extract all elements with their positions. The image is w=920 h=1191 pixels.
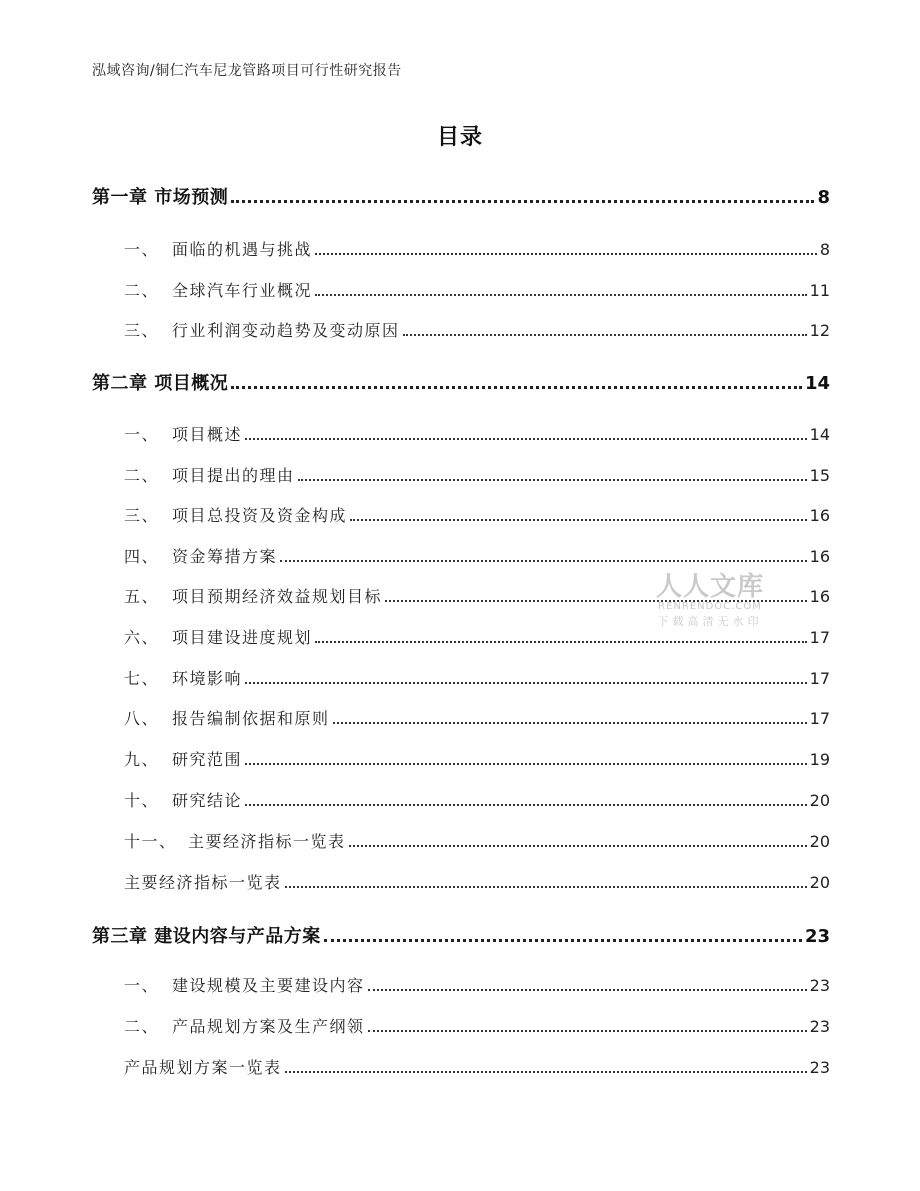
- toc-page-number: 17: [809, 709, 830, 728]
- toc-page-number: 19: [809, 750, 830, 769]
- dot-leader: [403, 333, 807, 336]
- toc-label: 建设规模及主要建设内容: [172, 976, 365, 995]
- toc-number: 一、: [124, 976, 160, 995]
- toc-section[interactable]: [124, 973, 830, 996]
- toc-page-number: 23: [809, 976, 830, 995]
- dot-leader: [285, 1070, 807, 1073]
- dot-leader: [368, 1029, 807, 1032]
- toc-page-number: 20: [809, 873, 830, 892]
- toc-section[interactable]: [124, 666, 830, 689]
- watermark-url: RENRENDOC.COM: [658, 601, 762, 612]
- toc-section[interactable]: [124, 463, 830, 486]
- toc-number: 十一、: [124, 832, 177, 851]
- toc-number: 二、: [124, 281, 160, 300]
- toc-page-number: 23: [809, 1017, 830, 1036]
- toc-label: 第二章 项目概况: [92, 373, 229, 394]
- toc-number: 一、: [124, 240, 160, 259]
- toc-section[interactable]: [124, 544, 830, 567]
- toc-page-number: 8: [819, 240, 830, 259]
- dot-leader: [285, 885, 807, 888]
- toc-section[interactable]: [124, 318, 830, 341]
- dot-leader: [315, 293, 807, 296]
- dot-leader: [349, 844, 807, 847]
- toc-label: 产品规划方案及生产纲领: [172, 1017, 365, 1036]
- toc-label: 项目总投资及资金构成: [172, 506, 348, 525]
- toc-section[interactable]: [124, 829, 830, 852]
- toc-label: 第一章 市场预测: [92, 187, 229, 208]
- toc-number: 五、: [124, 587, 160, 606]
- toc-number: 三、: [124, 506, 160, 525]
- toc-label: 环境影响: [172, 669, 243, 688]
- toc-number: 二、: [124, 1017, 160, 1036]
- toc-number: 三、: [124, 321, 160, 340]
- dot-leader: [245, 681, 807, 684]
- toc-label: 全球汽车行业概况: [172, 281, 313, 300]
- watermark: [645, 566, 775, 629]
- page-title: 目录: [436, 125, 483, 150]
- toc-number: 十、: [124, 791, 160, 810]
- toc-label: 主要经济指标一览表: [124, 873, 282, 892]
- toc-label: 项目建设进度规划: [172, 628, 313, 647]
- dot-leader: [315, 640, 807, 643]
- dot-leader: [231, 199, 814, 203]
- toc-section[interactable]: [124, 237, 830, 260]
- dot-leader: [324, 938, 802, 942]
- toc-page-number: 15: [809, 466, 830, 485]
- toc-page-number: 11: [809, 281, 830, 300]
- toc-label: 报告编制依据和原则: [172, 709, 330, 728]
- toc-section[interactable]: [124, 278, 830, 301]
- watermark-brand: 人人文库: [655, 572, 764, 602]
- toc-number: 一、: [124, 425, 160, 444]
- dot-leader: [368, 988, 807, 991]
- running-header: 泓域咨询/铜仁汽车尼龙管路项目可行性研究报告: [92, 63, 402, 79]
- dot-leader: [245, 803, 807, 806]
- toc-page-number: 16: [809, 506, 830, 525]
- toc-label: 第三章 建设内容与产品方案: [92, 926, 321, 947]
- toc-chapter[interactable]: [92, 922, 830, 948]
- toc-number: 七、: [124, 669, 160, 688]
- dot-leader: [298, 478, 807, 481]
- toc-section[interactable]: [124, 503, 830, 526]
- toc-section[interactable]: [124, 747, 830, 770]
- toc-page-number: 14: [809, 425, 830, 444]
- toc-page-number: 17: [809, 628, 830, 647]
- toc-section[interactable]: [124, 422, 830, 445]
- toc-number: 八、: [124, 709, 160, 728]
- dot-leader: [245, 437, 807, 440]
- toc-label: 项目概述: [172, 425, 243, 444]
- dot-leader: [245, 762, 807, 765]
- toc-label: 研究范围: [172, 750, 243, 769]
- watermark-slogan: 下载高清无水印: [657, 615, 763, 628]
- toc-page-number: 16: [809, 547, 830, 566]
- toc-label: 行业利润变动趋势及变动原因: [172, 321, 400, 340]
- toc-page-number: 17: [809, 669, 830, 688]
- toc-chapter[interactable]: [92, 369, 830, 395]
- toc-section[interactable]: [124, 706, 830, 729]
- toc-label: 资金筹措方案: [172, 547, 278, 566]
- toc-number: 六、: [124, 628, 160, 647]
- dot-leader: [315, 252, 817, 255]
- toc-number: 二、: [124, 466, 160, 485]
- toc-number: 九、: [124, 750, 160, 769]
- toc-section[interactable]: [124, 1014, 830, 1037]
- toc-page-number: 14: [804, 373, 830, 394]
- toc-page-number: 23: [804, 926, 830, 947]
- toc-page-number: 20: [809, 791, 830, 810]
- dot-leader: [231, 385, 802, 389]
- toc-number: 四、: [124, 547, 160, 566]
- toc-label: 产品规划方案一览表: [124, 1058, 282, 1077]
- toc-page-number: 8: [817, 187, 830, 208]
- toc-label: 主要经济指标一览表: [188, 832, 346, 851]
- toc-section[interactable]: [124, 870, 830, 893]
- toc-page-number: 16: [809, 587, 830, 606]
- dot-leader: [280, 559, 807, 562]
- toc-page-number: 20: [809, 832, 830, 851]
- toc-label: 项目预期经济效益规划目标: [172, 587, 383, 606]
- toc-page-number: 12: [809, 321, 830, 340]
- toc-section[interactable]: [124, 788, 830, 811]
- toc-page-number: 23: [809, 1058, 830, 1077]
- toc-label: 项目提出的理由: [172, 466, 295, 485]
- dot-leader: [333, 721, 807, 724]
- dot-leader: [350, 518, 807, 521]
- toc-label: 研究结论: [172, 791, 243, 810]
- toc-section[interactable]: [124, 1055, 830, 1078]
- toc-chapter[interactable]: [92, 183, 830, 209]
- toc-label: 面临的机遇与挑战: [172, 240, 313, 259]
